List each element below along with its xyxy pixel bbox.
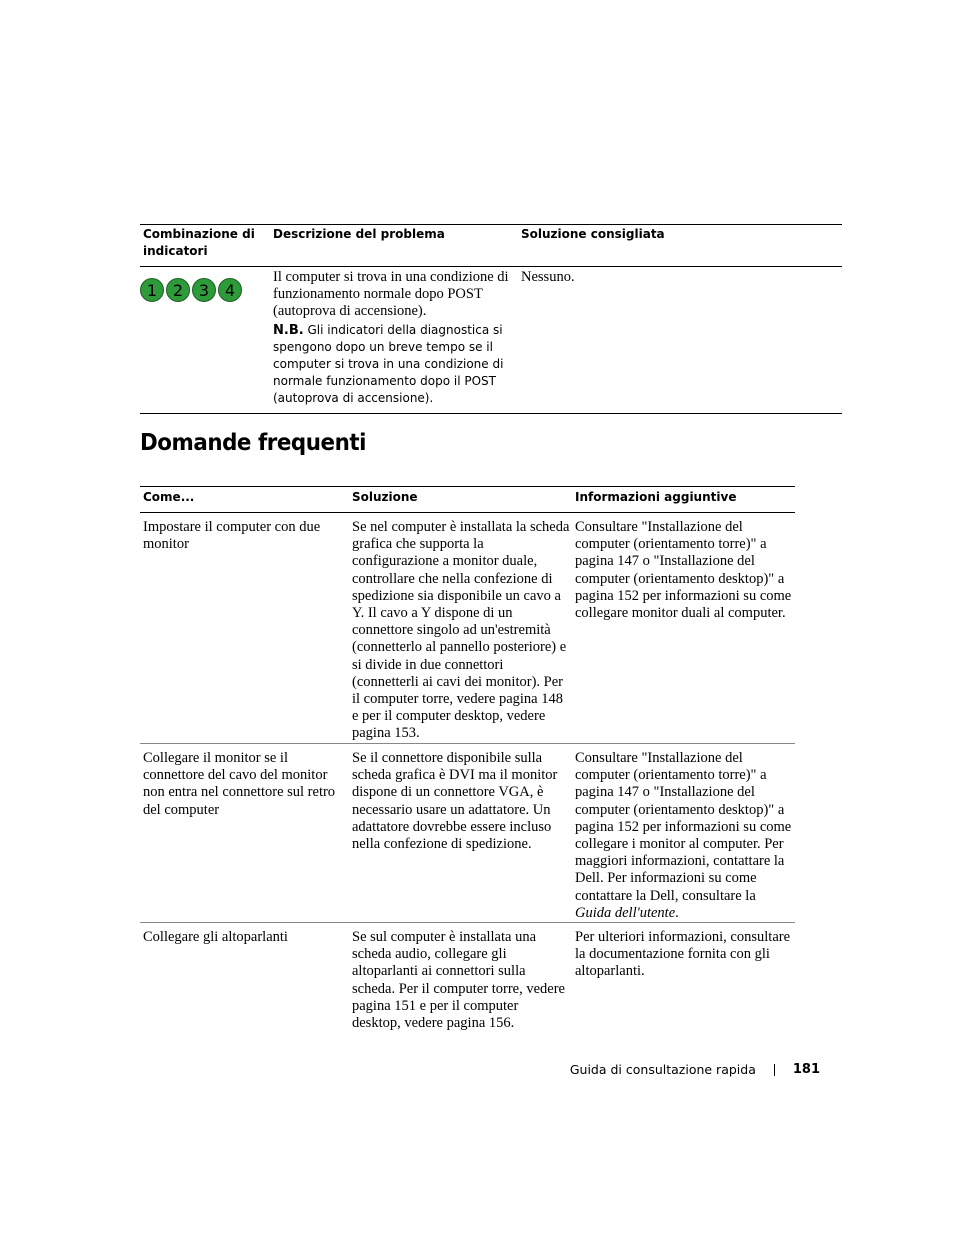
row-info: Consultare "Installazione del computer (orientamento torre)" a pagina 147 o "Installazione del computer (orientamento desktop)" a pagina 152 per informazioni su come collegare monitor duali al computer. [575, 519, 792, 622]
faq-header-row [140, 486, 795, 513]
column-header-description: Descrizione del problema [273, 227, 445, 241]
note [273, 322, 513, 407]
note-label: N.B. [273, 323, 304, 338]
section-title: Domande frequenti [140, 430, 366, 456]
diagnostic-light-2: 2 [166, 278, 190, 302]
problem-description-cell [273, 269, 513, 407]
problem-description: Il computer si trova in una condizione di funzionamento normale dopo POST (autoprova di accensione). [273, 269, 509, 319]
row-solution: Se nel computer è installata la scheda grafica che supporta la configurazione a monitor duale, controllare che nella confezione di spedizione sia disponibile un cavo a Y. Il cavo a Y dispone di un connettore singolo ad un'estremità (connetterlo al pannello posteriore) e si divide in due connettori (connetterli ai cavi dei monitor). Per il computer torre, vedere pagina 148 e per il computer desktop, vedere pagina 153. [352, 519, 570, 742]
column-header-lights: Combinazione di indicatori [143, 227, 255, 258]
footer-divider [774, 1064, 775, 1076]
table-row [140, 923, 795, 1033]
note-text: Gli indicatori della diagnostica si spengono dopo un breve tempo se il computer si trova in una condizione di normale funzionamento dopo il POST (autoprova di accensione). [273, 323, 504, 405]
row-how: Collegare il monitor se il connettore del cavo del monitor non entra nel connettore sul retro del computer [143, 750, 336, 818]
recommended-solution: Nessuno. [521, 269, 575, 285]
column-header-solution: Soluzione consigliata [521, 227, 665, 241]
diagnostic-lights [140, 278, 242, 302]
faq-header-how: Come... [143, 490, 195, 504]
row-solution: Se il connettore disponibile sulla scheda grafica è DVI ma il monitor dispone di un connettore VGA, è necessario usare un adattatore. Un adattatore dovrebbe essere incluso nella confezione di spedizione. [352, 750, 558, 853]
table-bottom-rule [140, 413, 842, 414]
table-row [140, 513, 795, 744]
faq-header-solution: Soluzione [352, 490, 418, 504]
row-info-text: Consultare "Installazione del computer (orientamento torre)" a pagina 147 o "Installazione del computer (orientamento desktop)" a pagina 152 per informazioni su come collegare i monitor al computer. Per maggiori informazioni, contattare la Dell. Per informazioni su come contattare la Dell, consultare la [575, 750, 792, 904]
row-how: Impostare il computer con due monitor [143, 519, 321, 553]
page-footer [570, 1062, 820, 1077]
diagnostic-light-3: 3 [192, 278, 216, 302]
row-solution: Se sul computer è installata una scheda audio, collegare gli altoparlanti ai connettori sulla scheda. Per il computer torre, vedere pagina 151 e per il computer desktop, vedere pagina 156. [352, 929, 565, 1032]
faq-table [140, 486, 795, 1033]
row-info [575, 750, 793, 922]
user-guide-reference: Guida dell'utente [575, 904, 676, 921]
table-top-rule [140, 224, 842, 225]
page-number: 181 [792, 1062, 820, 1077]
header-rule [140, 266, 842, 267]
diagnostic-light-4: 4 [218, 278, 242, 302]
faq-header-info: Informazioni aggiuntive [575, 490, 737, 504]
diagnostic-light-1: 1 [140, 278, 164, 302]
row-info-period: . [675, 904, 679, 921]
guide-title: Guida di consultazione rapida [569, 1062, 756, 1077]
table-row [140, 744, 795, 923]
row-info: Per ulteriori informazioni, consultare la documentazione fornita con gli altoparlanti. [575, 929, 791, 980]
row-how: Collegare gli altoparlanti [143, 929, 288, 945]
